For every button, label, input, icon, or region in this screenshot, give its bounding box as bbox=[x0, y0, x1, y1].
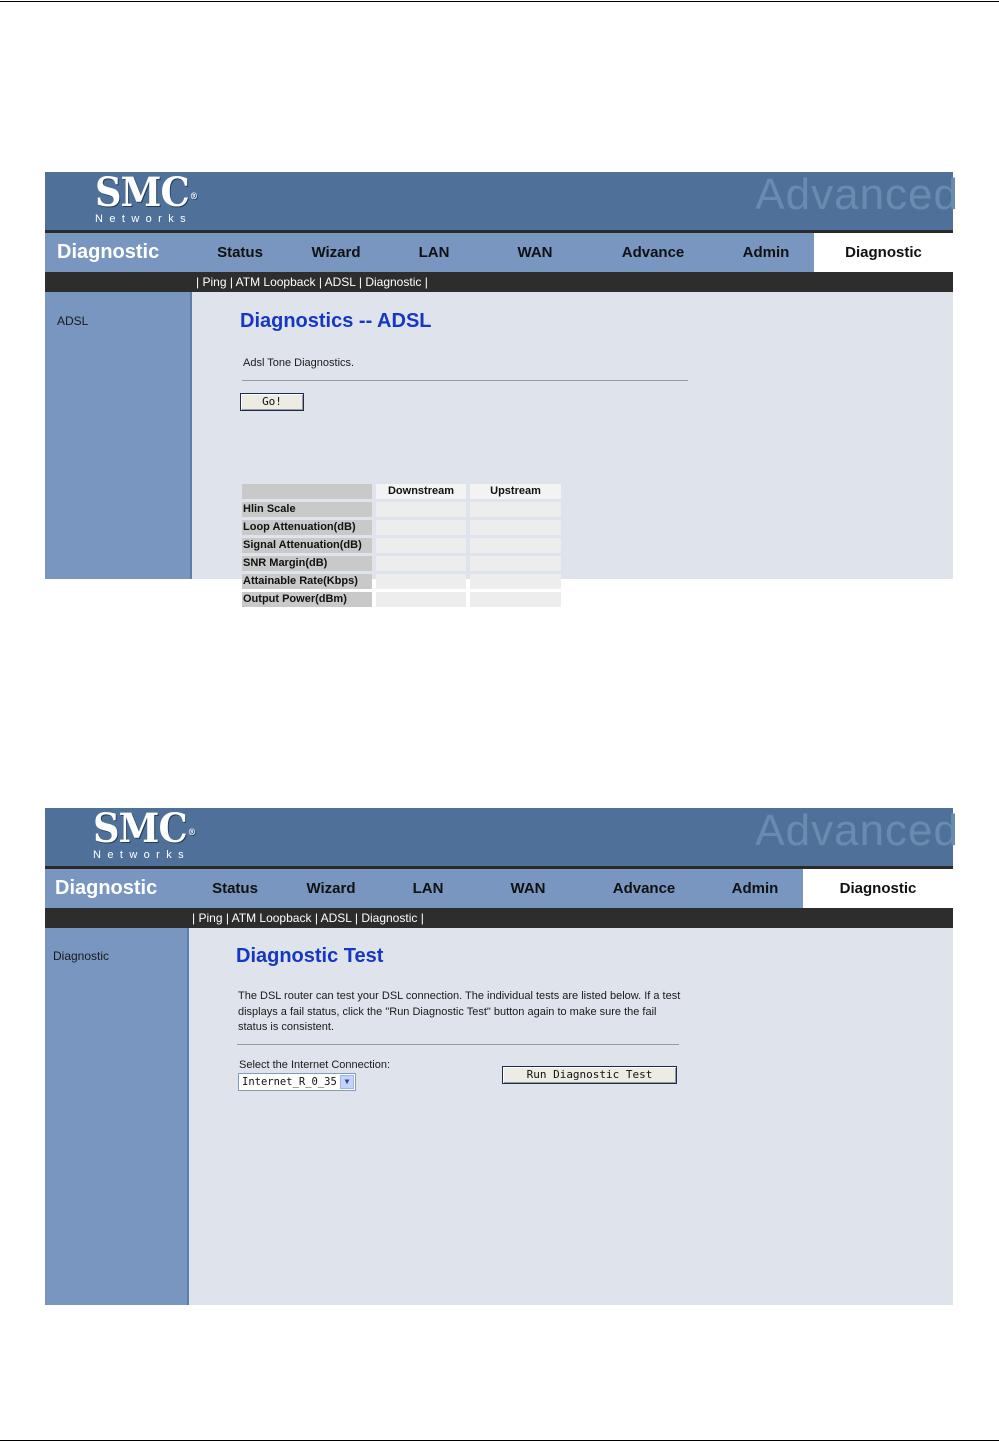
row-label-hlin-scale: Hlin Scale bbox=[242, 502, 372, 517]
cell-snr-margin-downstream bbox=[376, 556, 466, 571]
divider-line bbox=[242, 380, 688, 381]
sidebar-item-adsl[interactable]: ADSL bbox=[57, 314, 89, 328]
sub-nav: | Ping | ATM Loopback | ADSL | Diagnostic | bbox=[45, 272, 953, 292]
table-corner-header bbox=[242, 484, 372, 499]
tab-wizard[interactable]: Wizard bbox=[311, 244, 361, 261]
cell-hlin-scale-upstream bbox=[470, 502, 561, 517]
tab-diagnostic[interactable]: Diagnostic bbox=[814, 233, 953, 272]
tab-admin[interactable]: Admin bbox=[731, 880, 779, 897]
tab-status[interactable]: Status bbox=[217, 244, 263, 261]
page-top-rule bbox=[0, 1, 999, 2]
cell-attainable-rate-upstream bbox=[470, 574, 561, 589]
cell-output-power-downstream bbox=[376, 592, 466, 607]
chevron-down-icon[interactable]: ▼ bbox=[340, 1075, 354, 1089]
run-diagnostic-test-button[interactable]: Run Diagnostic Test bbox=[502, 1066, 677, 1084]
smc-logo: SMC® Networks bbox=[93, 805, 196, 861]
select-connection-label: Select the Internet Connection: bbox=[239, 1059, 391, 1071]
header-banner bbox=[45, 169, 959, 230]
subnav-diagnostic[interactable]: Diagnostic bbox=[361, 911, 418, 925]
nav-page-title: Diagnostic bbox=[55, 877, 158, 899]
sidebar-item-diagnostic[interactable]: Diagnostic bbox=[53, 949, 110, 963]
tab-wan[interactable]: WAN bbox=[517, 244, 553, 261]
subnav-atm-loopback[interactable]: ATM Loopback bbox=[235, 275, 316, 289]
cell-snr-margin-upstream bbox=[470, 556, 561, 571]
tab-diagnostic[interactable]: Diagnostic bbox=[803, 869, 953, 908]
main-content bbox=[194, 292, 953, 579]
subnav-ping[interactable]: Ping bbox=[198, 911, 223, 925]
page-title: Diagnostic Test bbox=[236, 945, 384, 967]
cell-hlin-scale-downstream bbox=[376, 502, 466, 517]
smc-logo: SMC® Networks bbox=[95, 169, 198, 225]
cell-loop-attenuation-upstream bbox=[470, 520, 561, 535]
tab-advance[interactable]: Advance bbox=[612, 880, 676, 897]
advanced-watermark: Advanced bbox=[755, 806, 959, 855]
description-text: Adsl Tone Diagnostics. bbox=[243, 357, 355, 369]
subnav-diagnostic[interactable]: Diagnostic bbox=[365, 275, 422, 289]
row-label-signal-attenuation: Signal Attenuation(dB) bbox=[242, 538, 372, 553]
tab-admin[interactable]: Admin bbox=[742, 244, 790, 261]
column-header-upstream: Upstream bbox=[470, 484, 561, 499]
sidebar bbox=[45, 928, 189, 1305]
sidebar bbox=[45, 292, 192, 579]
column-header-downstream: Downstream bbox=[376, 484, 466, 499]
cell-attainable-rate-downstream bbox=[376, 574, 466, 589]
tab-lan[interactable]: LAN bbox=[412, 880, 444, 897]
main-nav bbox=[45, 869, 953, 908]
diagnostic-test-screenshot bbox=[45, 805, 959, 1305]
subnav-adsl[interactable]: ADSL bbox=[320, 911, 352, 925]
cell-signal-attenuation-downstream bbox=[376, 538, 466, 553]
row-label-output-power: Output Power(dBm) bbox=[242, 592, 372, 607]
row-label-loop-attenuation: Loop Attenuation(dB) bbox=[242, 520, 372, 535]
adsl-diagnostics-screenshot bbox=[45, 169, 959, 605]
main-content bbox=[191, 928, 953, 1305]
description-text: The DSL router can test your DSL connection. The individual tests are listed below. If a test displays a fail status, click the "Run Diagnostic Test" button again to make sure the fail status is consistent. bbox=[238, 990, 681, 1033]
cell-loop-attenuation-downstream bbox=[376, 520, 466, 535]
tab-lan[interactable]: LAN bbox=[418, 244, 450, 261]
internet-connection-select[interactable]: Internet_R_0_35 ▼ bbox=[238, 1073, 356, 1091]
cell-signal-attenuation-upstream bbox=[470, 538, 561, 553]
tab-wizard[interactable]: Wizard bbox=[306, 880, 356, 897]
row-label-snr-margin: SNR Margin(dB) bbox=[242, 556, 372, 571]
go-button[interactable]: Go! bbox=[240, 393, 304, 411]
cell-output-power-upstream bbox=[470, 592, 561, 607]
main-nav bbox=[45, 233, 953, 272]
page-title: Diagnostics -- ADSL bbox=[240, 310, 432, 332]
tab-status[interactable]: Status bbox=[212, 880, 258, 897]
subnav-adsl[interactable]: ADSL bbox=[324, 275, 356, 289]
page-bottom-rule bbox=[0, 1440, 999, 1441]
subnav-ping[interactable]: Ping bbox=[202, 275, 227, 289]
header-banner bbox=[45, 805, 959, 866]
subnav-atm-loopback[interactable]: ATM Loopback bbox=[231, 911, 312, 925]
divider-line bbox=[237, 1044, 679, 1045]
tab-wan[interactable]: WAN bbox=[510, 880, 546, 897]
sub-nav: | Ping | ATM Loopback | ADSL | Diagnostic | bbox=[45, 908, 953, 928]
row-label-attainable-rate: Attainable Rate(Kbps) bbox=[242, 574, 372, 589]
advanced-watermark: Advanced bbox=[755, 170, 959, 219]
nav-page-title: Diagnostic bbox=[57, 241, 160, 263]
tab-advance[interactable]: Advance bbox=[621, 244, 685, 261]
